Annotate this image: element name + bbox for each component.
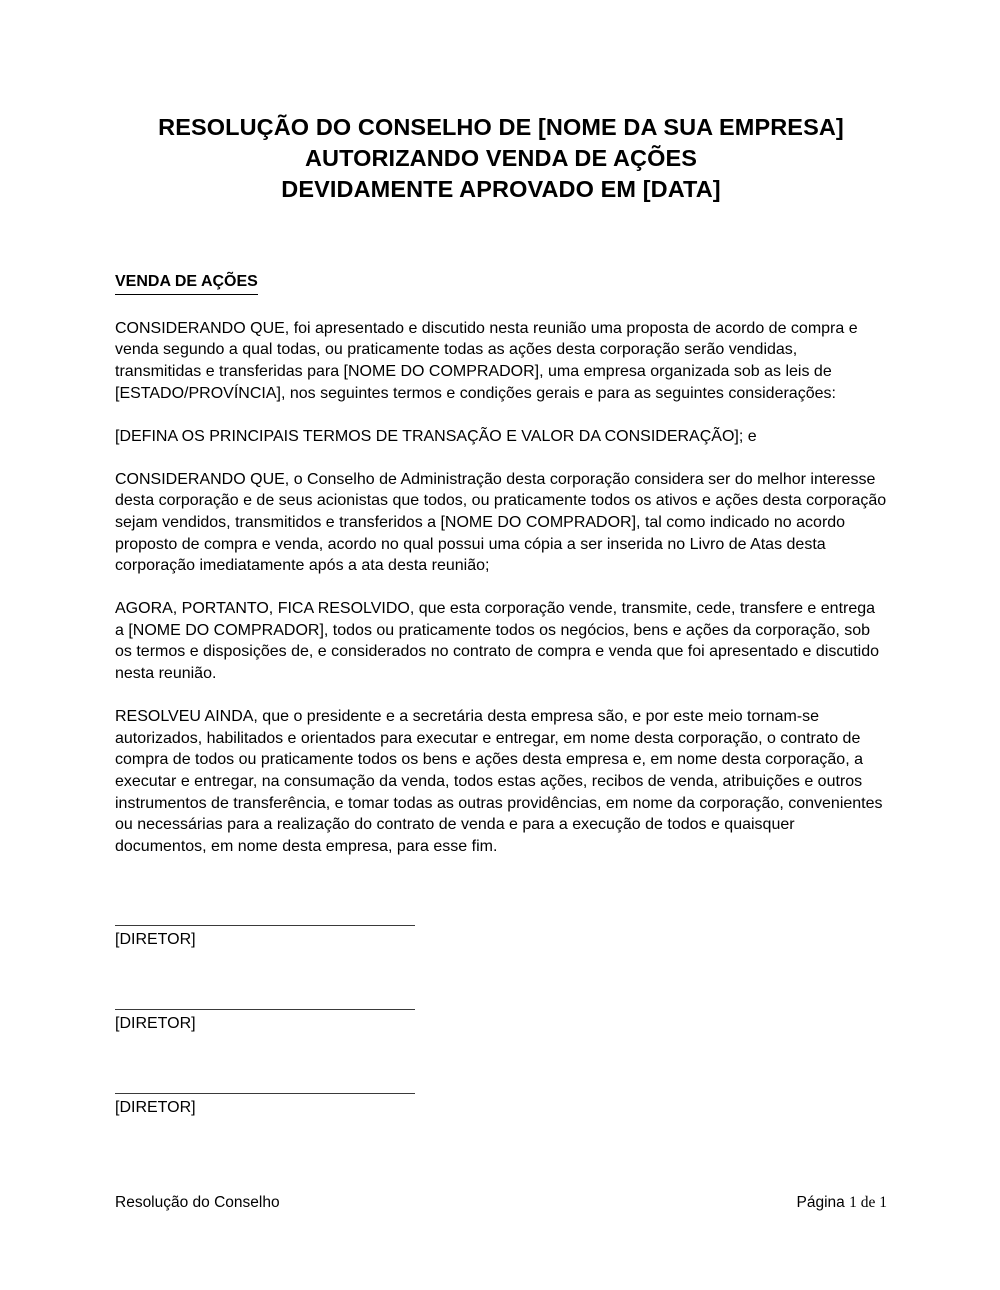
paragraph-resolveu-ainda: RESOLVEU AINDA, que o presidente e a secretária desta empresa são, e por este meio tornam-se autorizados, habilitados e orientados para executar e entregar, em nome desta corporação, o contrato de compra de todos ou praticamente todos os bens e ações desta empresa e, em nome desta corporação, a executar e entregar, na consumação da venda, todos estas ações, recibos de venda, atribuições e outros instrumentos de transferência, e tomar todas as outras providências, em nome da corporação, convenientes ou necessárias para a realização do contrato de venda e para a execução de todos e quaisquer documentos, em nome desta empresa, para esse fim. (115, 708, 883, 855)
signature-label: [DIRETOR] (115, 1098, 196, 1116)
signature-line (115, 925, 415, 926)
footer-page-indicator (797, 1193, 887, 1213)
document-body (115, 112, 887, 1118)
signature-section (115, 925, 887, 1118)
signature-label: [DIRETOR] (115, 931, 196, 949)
page-title-line-1: RESOLUÇÃO DO CONSELHO DE [NOME DA SUA EMPRESA] (158, 114, 844, 140)
page-title-line-3: DEVIDAMENTE APROVADO EM [DATA] (281, 176, 721, 203)
signature-line (115, 1093, 415, 1094)
signature-block (115, 1009, 887, 1035)
section-heading-venda-de-acoes: VENDA DE AÇÕES (115, 272, 258, 295)
paragraph-considerando-conselho: CONSIDERANDO QUE, o Conselho de Administração desta corporação considera ser do melhor interesse desta corporação e de seus acionistas que todos, ou praticamente todos os ativos e ações desta corporação sejam vendidos, transmitidos e transferidos a [NOME DO COMPRADOR], tal como indicado no acordo proposto de compra e venda, acordo no qual possui uma cópia a ser inserida no Livro de Atas desta corporação imediatamente após a ata desta reunião; (115, 470, 887, 575)
footer-page-word: Página (796, 1194, 845, 1211)
page-title-line-2: AUTORIZANDO VENDA DE AÇÕES (304, 145, 698, 172)
footer-document-name: Resolução do Conselho (115, 1194, 280, 1211)
signature-line (115, 1009, 415, 1010)
signature-label: [DIRETOR] (115, 1014, 196, 1032)
signature-block (115, 1093, 887, 1119)
signature-block (115, 925, 887, 951)
page-footer (115, 1193, 887, 1213)
section-heading-container (115, 272, 887, 295)
paragraph-agora-portanto: AGORA, PORTANTO, FICA RESOLVIDO, que esta corporação vende, transmite, cede, transfere e entrega a [NOME DO COMPRADOR], todos ou praticamente todos os negócios, bens e ações da corporação, sob os termos e disposições de, e considerados no contrato de compra e venda que foi apresentado e discutido nesta reunião. (115, 600, 880, 683)
paragraph-defina-termos: [DEFINA OS PRINCIPAIS TERMOS DE TRANSAÇÃO E VALOR DA CONSIDERAÇÃO]; e (115, 427, 757, 445)
footer-page-numbering: 1 de 1 (849, 1194, 887, 1211)
paragraph-considerando-proposta: CONSIDERANDO QUE, foi apresentado e discutido nesta reunião uma proposta de acordo de compra e venda segundo a qual todas, ou praticamente todas as ações desta corporação serão vendidas, transmitidas e transferidas para [NOME DO COMPRADOR], uma empresa organizada sob as leis de [ESTADO/PROVÍNCIA], nos seguintes termos e condições gerais e para as seguintes considerações: (115, 319, 858, 402)
page-title (115, 112, 887, 205)
